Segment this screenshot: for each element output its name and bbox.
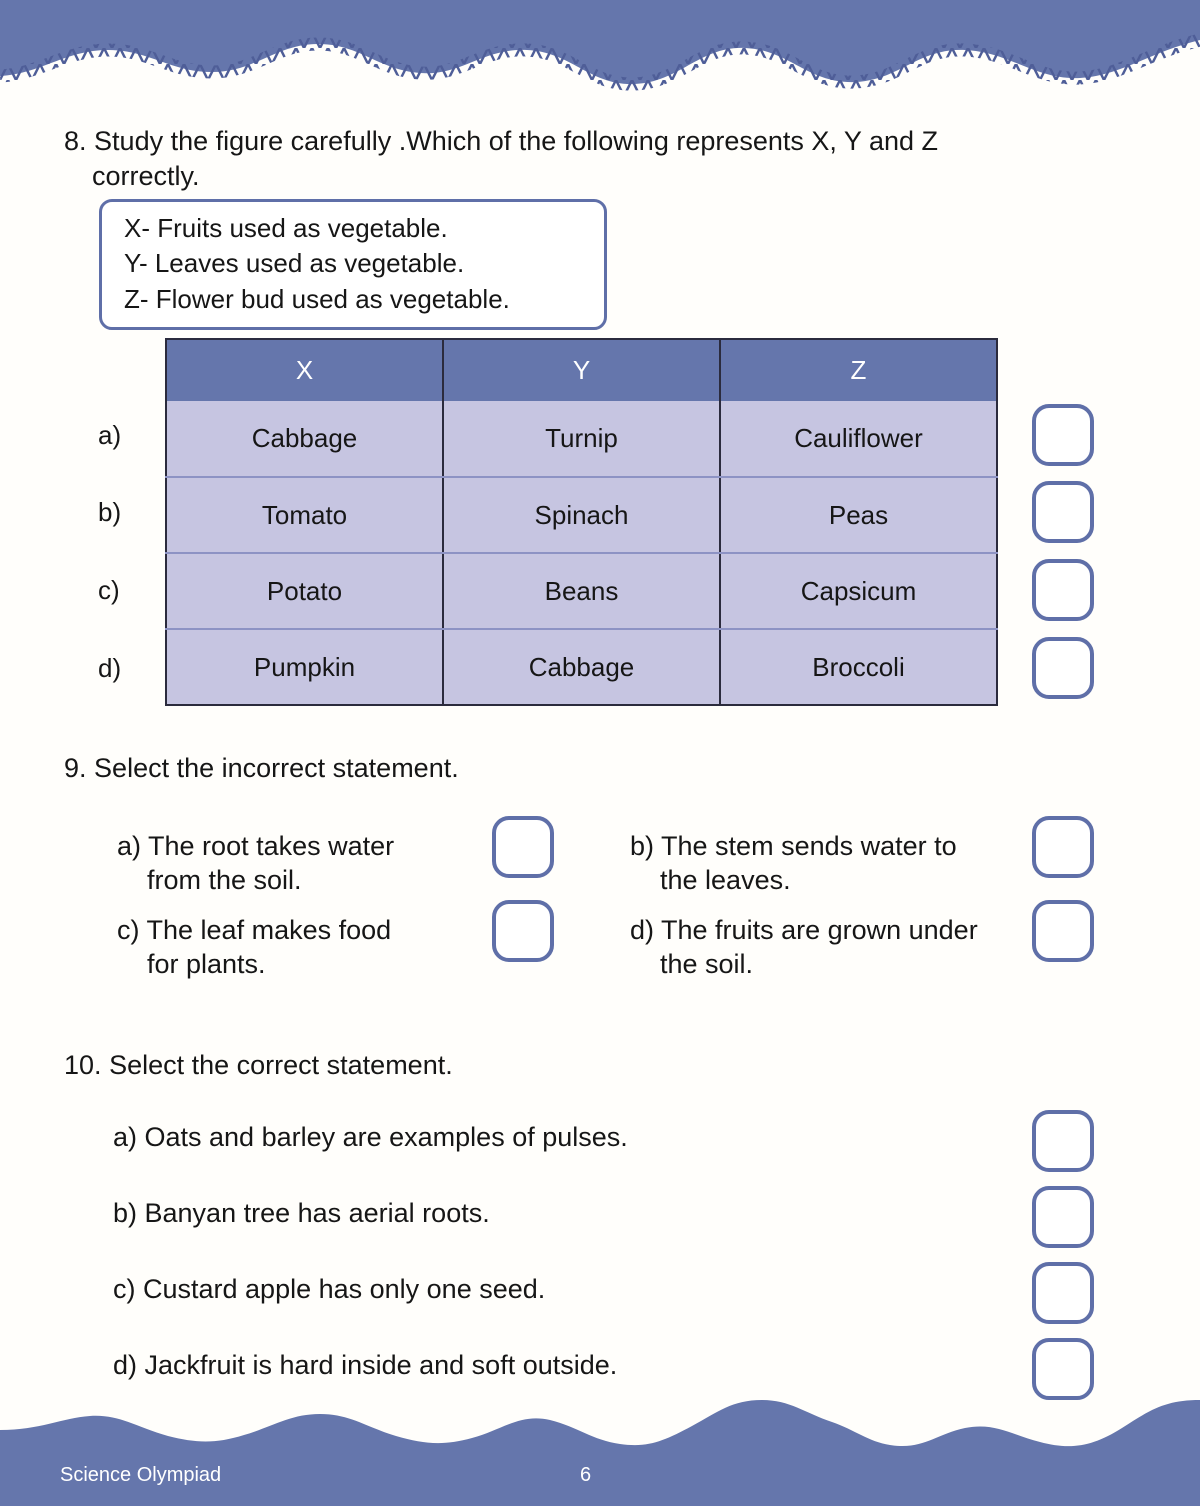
checkbox-q8-d[interactable] <box>1032 637 1094 699</box>
question-9-option-d <box>630 913 1030 981</box>
table-row-label-c: c) <box>98 575 120 605</box>
checkbox-q9-b[interactable] <box>1032 816 1094 878</box>
table-header-z: Z <box>720 339 997 401</box>
question-10-stem-text: Select the correct statement. <box>109 1050 453 1080</box>
table-row <box>166 553 997 629</box>
checkbox-q8-c[interactable] <box>1032 559 1094 621</box>
question-9-option-a <box>117 829 467 897</box>
question-9-stem-text: Select the incorrect statement. <box>94 753 459 783</box>
checkbox-q8-a[interactable] <box>1032 404 1094 466</box>
q9-option-d-label: d) <box>630 915 655 945</box>
bottom-wave-shape <box>0 1394 1200 1506</box>
question-8-stem-line1: Study the figure carefully .Which of the following represents X, Y and Z <box>94 126 938 156</box>
table-row <box>166 401 997 477</box>
definition-x: X- Fruits used as vegetable. <box>124 213 448 243</box>
table-header-x: X <box>166 339 443 401</box>
definition-z: Z- Flower bud used as vegetable. <box>124 283 510 314</box>
definition-y: Y- Leaves used as vegetable. <box>124 248 465 279</box>
q9-option-b-line2: the leaves. <box>660 865 791 896</box>
q9-option-b-line1: The stem sends water to <box>661 831 957 861</box>
q9-option-c-line1: The leaf makes food <box>146 915 392 945</box>
table-cell: Capsicum <box>720 553 997 629</box>
question-10-option-d: d) Jackfruit is hard inside and soft outside. <box>113 1350 618 1380</box>
table-cell: Cabbage <box>443 629 720 705</box>
checkbox-q9-c[interactable] <box>492 900 554 962</box>
question-9-number: 9. <box>64 753 87 783</box>
table-cell: Tomato <box>166 477 443 553</box>
checkbox-q10-c[interactable] <box>1032 1262 1094 1324</box>
checkbox-q9-d[interactable] <box>1032 900 1094 962</box>
table-row-label-b: b) <box>98 497 122 527</box>
q9-option-a-label: a) <box>117 831 142 861</box>
table-cell: Cabbage <box>166 401 443 477</box>
table-cell: Potato <box>166 553 443 629</box>
question-10-option-c: c) Custard apple has only one seed. <box>113 1274 546 1304</box>
question-10-option-a: a) Oats and barley are examples of pulses. <box>113 1122 628 1152</box>
question-10-option-b: b) Banyan tree has aerial roots. <box>113 1198 490 1228</box>
checkbox-q10-a[interactable] <box>1032 1110 1094 1172</box>
table-cell: Pumpkin <box>166 629 443 705</box>
q9-option-b-label: b) <box>630 831 655 861</box>
table-row-label-a: a) <box>98 420 122 450</box>
table-cell: Cauliflower <box>720 401 997 477</box>
q9-option-a-line1: The root takes water <box>148 831 395 861</box>
question-8-definition-box <box>99 199 607 330</box>
table-header-y: Y <box>443 339 720 401</box>
table-row <box>166 629 997 705</box>
q9-option-c-line2: for plants. <box>147 949 266 980</box>
table-cell: Turnip <box>443 401 720 477</box>
question-8-stem <box>64 124 1044 194</box>
checkbox-q10-d[interactable] <box>1032 1338 1094 1400</box>
checkbox-q9-a[interactable] <box>492 816 554 878</box>
table-row <box>166 477 997 553</box>
q9-option-c-label: c) <box>117 915 140 945</box>
q9-option-d-line2: the soil. <box>660 949 754 980</box>
table-cell: Spinach <box>443 477 720 553</box>
table-row-label-d: d) <box>98 653 122 683</box>
question-8-stem-line2: correctly. <box>92 161 200 192</box>
checkbox-q8-b[interactable] <box>1032 481 1094 543</box>
question-9-option-b <box>630 829 1020 897</box>
question-9-stem <box>64 753 459 784</box>
question-10-stem <box>64 1050 453 1081</box>
question-10-number: 10. <box>64 1050 102 1080</box>
bottom-decorative-band <box>0 1394 1200 1506</box>
question-9-option-c <box>117 913 467 981</box>
q9-option-d-line1: The fruits are grown under <box>661 915 978 945</box>
table-cell: Peas <box>720 477 997 553</box>
checkbox-q10-b[interactable] <box>1032 1186 1094 1248</box>
table-cell: Broccoli <box>720 629 997 705</box>
question-8-number: 8. <box>64 126 87 156</box>
table-header-row <box>166 339 997 401</box>
table-cell: Beans <box>443 553 720 629</box>
question-8-options-table <box>165 338 998 706</box>
q9-option-a-line2: from the soil. <box>147 865 302 896</box>
